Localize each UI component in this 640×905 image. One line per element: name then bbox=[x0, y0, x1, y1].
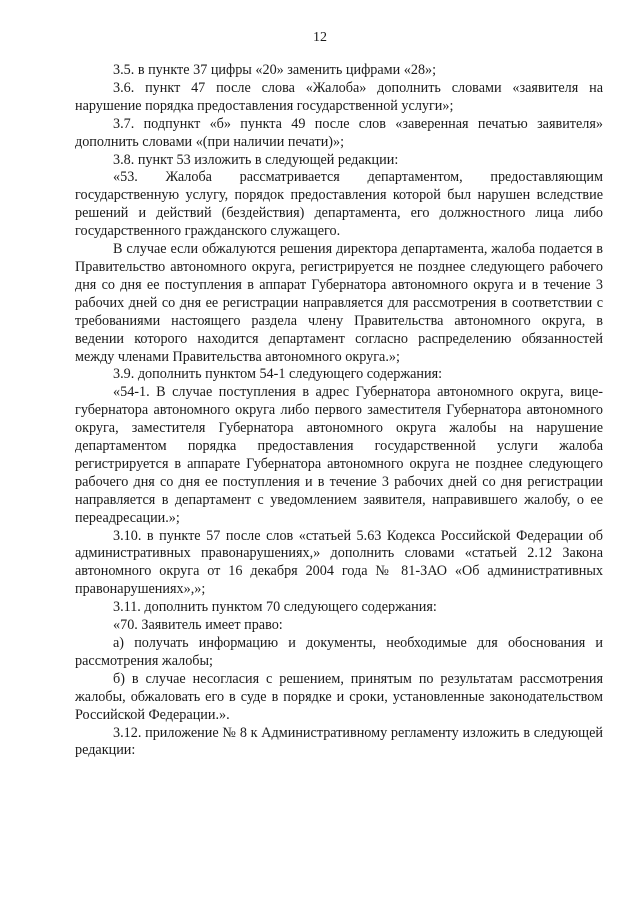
paragraph-53-continued: В случае если обжалуются решения директора департамента, жалоба подается в Правительство автономного округа, регистрируется не позднее следующего рабочего дня со дня ее поступления в аппарат Губернатора автономного округа и в течение 3 рабочих дней со дня ее регистрации направляется для рассмотрения в соответствии с требованиями настоящего раздела члену Правительства автономного округа, в ведении которого находится департамент согласно распределению обязанностей между членами Правительства автономного округа.»; bbox=[75, 241, 603, 365]
paragraph-3-6: 3.6. пункт 47 после слова «Жалоба» дополнить словами «заявителя на нарушение порядка предоставления государственной услуги»; bbox=[75, 79, 603, 114]
paragraph-53: «53. Жалоба рассматривается департаментом, предоставляющим государственную услугу, порядок предоставления которой был нарушен вследствие решений и действий (бездействия) департамента, его должностного лица либо государственного гражданского служащего. bbox=[75, 169, 603, 240]
paragraph-3-10: 3.10. в пункте 57 после слов «статьей 5.63 Кодекса Российской Федерации об административных правонарушениях,» дополнить словами «статьей 2.12 Закона автономного округа от 16 декабря 2004 года № 81-ЗАО «Об административных правонарушениях»,»; bbox=[75, 527, 603, 598]
paragraph-70: «70. Заявитель имеет право: bbox=[113, 617, 283, 634]
paragraph-54-1: «54-1. В случае поступления в адрес Губернатора автономного округа, вице-губернатора автономного округа либо первого заместителя Губернатора автономного округа, заместителя Губернатора автономного округа жалобы на нарушение департаментом порядка предоставления государственной услуги жалоба регистрируется в аппарате Губернатора автономного округа не позднее следующего рабочего дня со дня ее поступления и в течение 3 рабочих дней со дня регистрации направляется в департамент с уведомлением заявителя, направившего жалобу, о ее переадресации.»; bbox=[75, 384, 603, 526]
paragraph-3-5: 3.5. в пункте 37 цифры «20» заменить цифрами «28»; bbox=[113, 62, 437, 78]
page-number: 12 bbox=[313, 30, 327, 45]
paragraph-3-7: 3.7. подпункт «б» пункта 49 после слов «заверенная печатью заявителя» дополнить словами «(при наличии печати)»; bbox=[75, 115, 603, 150]
paragraph-3-8: 3.8. пункт 53 изложить в следующей редакции: bbox=[113, 151, 399, 168]
paragraph-70-b: б) в случае несогласия с решением, принятым по результатам рассмотрения жалобы, обжаловать его в суде в порядке и сроки, установленные законодательством Российской Федерации.». bbox=[75, 670, 603, 723]
paragraph-3-12: 3.12. приложение № 8 к Административному регламенту изложить в следующей редакции: bbox=[75, 724, 603, 759]
paragraph-70-a: а) получать информацию и документы, необходимые для обоснования и рассмотрения жалобы; bbox=[75, 635, 603, 669]
paragraph-3-11: 3.11. дополнить пунктом 70 следующего содержания: bbox=[113, 599, 437, 616]
paragraph-3-9: 3.9. дополнить пунктом 54-1 следующего содержания: bbox=[113, 366, 443, 383]
document-body bbox=[75, 62, 603, 760]
